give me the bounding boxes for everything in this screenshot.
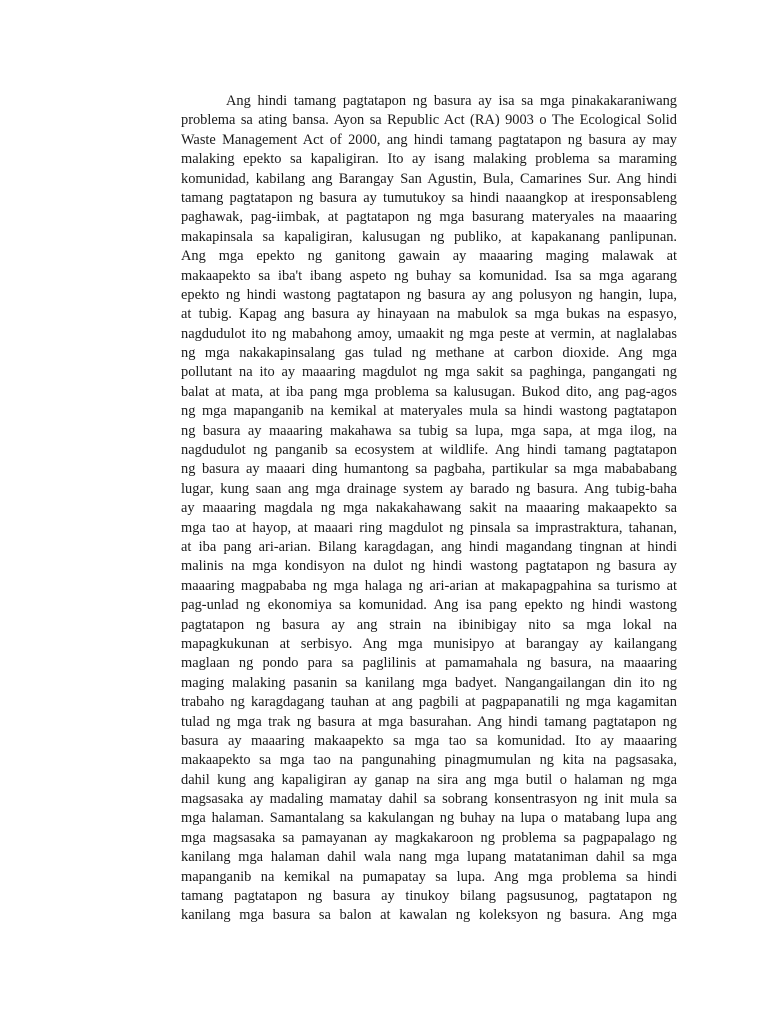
paragraph-line: basura ay maaaring makaapekto sa mga tao sa komunidad. Ito ay maaaring: [181, 732, 677, 749]
paragraph-line: makapinsala sa kapaligiran, kalusugan ng publiko, at kapakanang panlipunan.: [181, 228, 677, 245]
paragraph-line: mapanganib na kemikal na pumapatay sa lupa. Ang mga problema sa hindi: [181, 868, 677, 885]
paragraph-line: mga halaman. Samantalang sa kakulangan ng buhay na lupa o matabang lupa ang: [181, 810, 677, 827]
paragraph-line: nagdudulot ito ng mabahong amoy, umaakit ng mga peste at vermin, at naglalabas: [181, 325, 677, 342]
paragraph-line: lugar, kung saan ang mga drainage system ay barado ng basura. Ang tubig-baha: [181, 480, 677, 497]
paragraph-line: maglaan ng pondo para sa paglilinis at pamamahala ng basura, na maaaring: [181, 655, 677, 672]
paragraph-line: trabaho ng karagdagang tauhan at ang pagbili at pagpapanatili ng mga kagamitan: [181, 694, 677, 711]
paragraph-line: tulad ng mga trak ng basura at mga basurahan. Ang hindi tamang pagtatapon ng: [181, 713, 677, 730]
paragraph-line: kanilang mga basura sa balon at kawalan ng koleksyon ng basura. Ang mga: [181, 907, 677, 924]
paragraph-line: makaapekto sa mga tao na pangunahing pinagmumulan ng kita na pagsasaka,: [181, 752, 677, 769]
paragraph-line: dahil kung ang kapaligiran ay ganap na sira ang mga butil o halaman ng mga: [181, 771, 677, 788]
paragraph-line: pag-unlad ng ekonomiya sa komunidad. Ang isa pang epekto ng hindi wastong: [181, 597, 677, 614]
paragraph-line: komunidad, kabilang ang Barangay San Agustin, Bula, Camarines Sur. Ang hindi: [181, 170, 677, 187]
paragraph-line: ng mga mapanganib na kemikal at materyales mula sa hindi wastong pagtatapon: [181, 403, 677, 420]
paragraph-line: tamang pagtatapon ng basura ay tinukoy bilang pagsusunog, pagtatapon ng: [181, 888, 677, 905]
paragraph-line: malinis na mga kondisyon na dulot ng hindi wastong pagtatapon ng basura ay: [181, 558, 677, 575]
paragraph-line: maaaring magpababa ng mga halaga ng ari-arian at makapagpahina sa turismo at: [181, 577, 677, 594]
paragraph-line: Ang mga epekto ng ganitong gawain ay maaaring maging malawak at: [181, 248, 677, 265]
paragraph-line: maging malaking pasanin sa kanilang mga badyet. Nangangailangan din ito ng: [181, 674, 677, 691]
body-paragraph: [181, 92, 677, 926]
paragraph-line: balat at mata, at iba pang mga problema sa kalusugan. Bukod dito, ang pag-agos: [181, 383, 677, 400]
paragraph-line: pagtatapon ng basura ay ang strain na ibinibigay nito sa mga lokal na: [181, 616, 677, 633]
paragraph-line: ng basura ay maaari ding humantong sa pagbaha, partikular sa mga mabababang: [181, 461, 677, 478]
paragraph-line: problema sa ating bansa. Ayon sa Republic Act (RA) 9003 o The Ecological Solid: [181, 112, 677, 129]
paragraph-line: tamang pagtatapon ng basura ay tumutukoy sa hindi naaangkop at iresponsableng: [181, 189, 677, 206]
paragraph-line: Ang hindi tamang pagtatapon ng basura ay isa sa mga pinakakaraniwang: [226, 93, 677, 109]
paragraph-line: ng basura ay maaaring makahawa sa tubig sa lupa, mga sapa, at mga ilog, na: [181, 422, 677, 439]
paragraph-line: ay maaaring magdala ng mga nakakahawang sakit na maaaring makaapekto sa: [181, 500, 677, 517]
paragraph-line: makaapekto sa iba't ibang aspeto ng buhay sa komunidad. Isa sa mga agarang: [181, 267, 677, 284]
paragraph-line: mapagkukunan at serbisyo. Ang mga munisipyo at barangay ay kailangang: [181, 635, 677, 652]
paragraph-line: kanilang mga halaman dahil wala nang mga lupang matataniman dahil sa mga: [181, 849, 677, 866]
paragraph-line: Waste Management Act of 2000, ang hindi tamang pagtatapon ng basura ay may: [181, 131, 677, 148]
paragraph-line: malaking epekto sa kapaligiran. Ito ay isang malaking problema sa maraming: [181, 151, 677, 168]
paragraph-line: ng mga nakakapinsalang gas tulad ng methane at carbon dioxide. Ang mga: [181, 345, 677, 362]
paragraph-line: nagdudulot ng panganib sa ecosystem at wildlife. Ang hindi tamang pagtatapon: [181, 442, 677, 459]
paragraph-line: mga magsasaka sa pamayanan ay magkakaroon ng problema sa pagpapalago ng: [181, 829, 677, 846]
paragraph-line: paghawak, pag-iimbak, at pagtatapon ng mga basurang materyales na maaaring: [181, 209, 677, 226]
paragraph-line: at tubig. Kapag ang basura ay hinayaan na mabulok sa mga bukas na espasyo,: [181, 306, 677, 323]
paragraph-line: magsasaka ay madaling mamatay dahil sa sobrang konsentrasyon ng init mula sa: [181, 791, 677, 808]
paragraph-line: epekto ng hindi wastong pagtatapon ng basura ay ang polusyon ng hangin, lupa,: [181, 286, 677, 303]
paragraph-line: pollutant na ito ay maaaring magdulot ng mga sakit sa paghinga, pangangati ng: [181, 364, 677, 381]
paragraph-line: mga tao at hayop, at maaari ring magdulot ng pinsala sa imprastraktura, tahanan,: [181, 519, 677, 536]
paragraph-line: at iba pang ari-arian. Bilang karagdagan, ang hindi magandang tingnan at hindi: [181, 538, 677, 555]
